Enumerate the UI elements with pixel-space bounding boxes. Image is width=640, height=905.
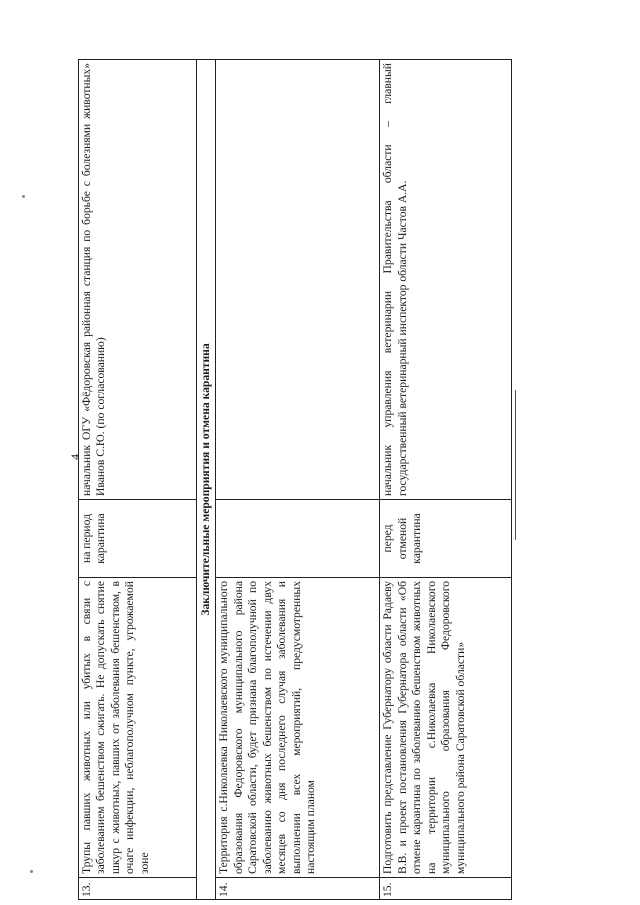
row-responsible: начальник управления ветеринарии Правительства области – главный государственный ветеринарный инспектор области Частов А.А. — [380, 60, 512, 500]
row-responsible — [216, 60, 380, 500]
scan-speck — [30, 870, 33, 873]
table-row — [79, 60, 197, 900]
signature-line — [515, 390, 516, 540]
row-responsible: начальник ОГУ «Фёдоровская районная станция по борьбе с болезнями животных» Иванов С.Ю. (по согласованию) — [79, 60, 197, 500]
row-number: 14. — [216, 878, 380, 900]
row-period: на период карантина — [79, 500, 197, 578]
row-action: Территория с.Николаевка Николаевского муниципального образования Федоровского муниципального района Саратовской области, будет признана благополучной по заболеванию животных бешенством по истечении двух месяцев со дня последнего случая заболевания и выполнении всех мероприятий, предусмотренных настоящим планом — [216, 578, 380, 878]
page-number: 4 — [68, 454, 82, 460]
rotated-content — [78, 60, 467, 900]
row-number: 15. — [380, 878, 512, 900]
scan-speck — [22, 195, 25, 198]
table-row — [216, 60, 380, 900]
table-row — [380, 60, 512, 900]
row-action: Трупы павших животных или убитых в связи с заболеванием бешенством сжигать. Не допускать снятие шкур с животных, павших от заболевания бешенством, в очаге инфекции, неблагополучном пункте, угрожаемой зоне — [79, 578, 197, 878]
action-plan-table — [78, 59, 512, 900]
row-period: перед отменой карантина — [380, 500, 512, 578]
section-title: Заключительные мероприятия и отмена карантина — [197, 60, 216, 900]
section-header-row — [197, 60, 216, 900]
row-period — [216, 500, 380, 578]
rotated-table-area — [78, 60, 467, 900]
row-number: 13. — [79, 878, 197, 900]
row-action: Подготовить представление Губернатору области Радаеву В.В. и проект постановления Губернатора области «Об отмене карантина по заболеванию бешенством животных на территории с.Николаевка Николаевского муниципального образования Федоровского муниципального района Саратовской области» — [380, 578, 512, 878]
